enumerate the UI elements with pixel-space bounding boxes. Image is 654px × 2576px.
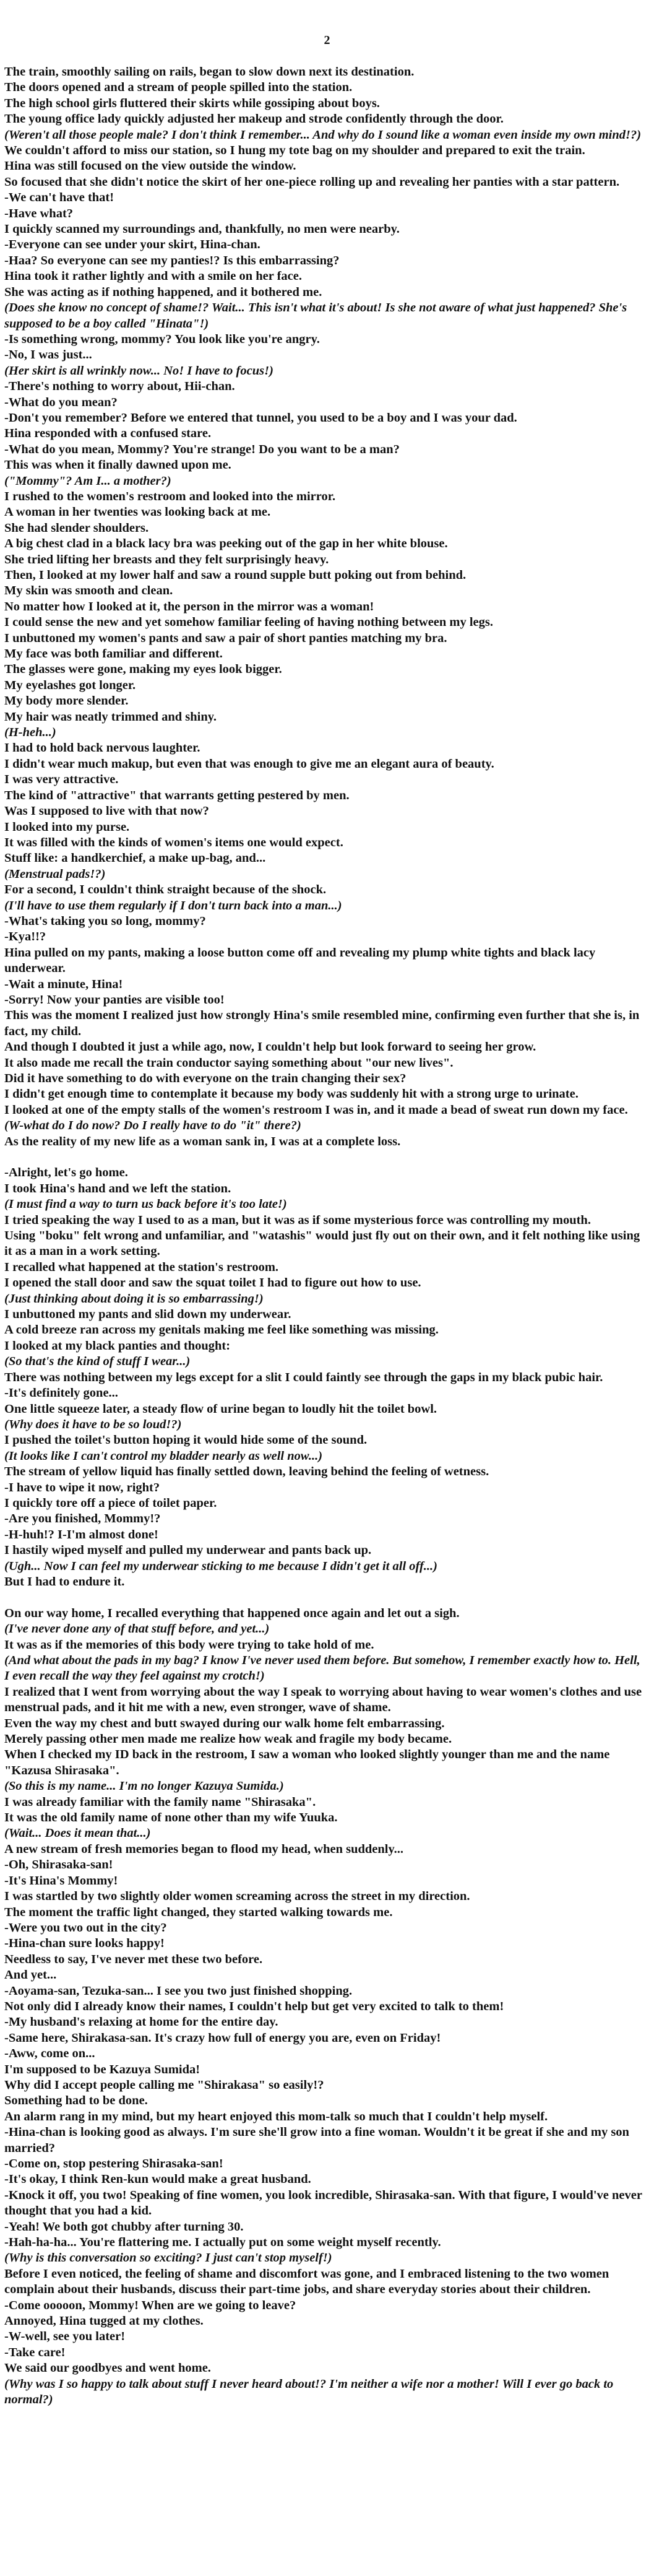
inner-thought-line: ("Mommy"? Am I... a mother?): [4, 474, 171, 488]
story-line: The glasses were gone, making my eyes look bigger.: [4, 662, 282, 677]
story-line: -Sorry! Now your panties are visible too!: [4, 992, 225, 1007]
story-line: -Kya!!?: [4, 930, 46, 944]
story-line: We said our goodbyes and went home.: [4, 2361, 211, 2375]
story-line: Stuff like: a handkerchief, a make up-bag, and...: [4, 851, 266, 865]
story-line: -What do you mean, Mommy? You're strange! Do you want to be a man?: [4, 442, 400, 456]
story-line: -I have to wipe it now, right?: [4, 1480, 160, 1494]
blank-line: [4, 1150, 648, 1165]
inner-thought-line: (It looks like I can't control my bladder nearly as well now...): [4, 1449, 323, 1463]
story-line: I didn't get enough time to contemplate it because my body was suddenly hit with a strong urge to urinate.: [4, 1087, 579, 1101]
story-line: -W-well, see you later!: [4, 2330, 126, 2344]
story-line: I quickly scanned my surroundings and, thankfully, no men were nearby.: [4, 222, 400, 236]
story-line: And yet...: [4, 1968, 57, 1982]
story-line: -Haa? So everyone can see my panties!? Is this embarrassing?: [4, 253, 340, 267]
story-line: My hair was neatly trimmed and shiny.: [4, 709, 217, 724]
story-line: I was startled by two slightly older women screaming across the street in my direction.: [4, 1889, 470, 1904]
story-line: She tried lifting her breasts and they felt surprisingly heavy.: [4, 552, 329, 566]
story-line: The kind of "attractive" that warrants getting pestered by men.: [4, 788, 350, 802]
story-line: I could sense the new and yet somehow familiar feeling of having nothing between my legs.: [4, 615, 494, 630]
story-line: It was the old family name of none other than my wife Yuuka.: [4, 1811, 338, 1825]
story-line: It was filled with the kinds of women's items one would expect.: [4, 835, 343, 849]
story-line: The train, smoothly sailing on rails, began to slow down next its destination.: [4, 65, 415, 79]
story-line: I opened the stall door and saw the squat toilet I had to figure out how to use.: [4, 1276, 421, 1290]
story-line: I looked at my black panties and thought:: [4, 1338, 231, 1353]
inner-thought-line: (I've never done any of that stuff before, and yet...): [4, 1622, 270, 1636]
story-line: -Aww, come on...: [4, 2047, 95, 2061]
story-line: Annoyed, Hina tugged at my clothes.: [4, 2314, 204, 2328]
inner-thought-line: (I must find a way to turn us back before it's too late!): [4, 1197, 287, 1212]
story-line: Merely passing other men made me realize how weak and fragile my body became.: [4, 1732, 452, 1746]
inner-thought-line: (Why does it have to be so loud!?): [4, 1417, 182, 1431]
story-line: I was already familiar with the family name "Shirasaka".: [4, 1795, 316, 1809]
story-line: An alarm rang in my mind, but my heart enjoyed this mom-talk so much that I couldn't help myself.: [4, 2109, 548, 2123]
story-line: It also made me recall the train conductor saying something about "our new lives".: [4, 1056, 454, 1070]
story-line: As the reality of my new life as a woman sank in, I was at a complete loss.: [4, 1134, 401, 1148]
story-line: -Same here, Shirakasa-san. It's crazy how full of energy you are, even on Friday!: [4, 2031, 441, 2045]
story-line: A new stream of fresh memories began to flood my head, when suddenly...: [4, 1842, 403, 1856]
story-line: I'm supposed to be Kazuya Sumida!: [4, 2062, 200, 2076]
story-line: For a second, I couldn't think straight because of the shock.: [4, 883, 327, 897]
inner-thought-line: (I'll have to use them regularly if I don't turn back into a man...): [4, 898, 342, 913]
story-line: I recalled what happened at the station's restroom.: [4, 1260, 279, 1274]
story-line: The high school girls fluttered their skirts while gossiping about boys.: [4, 96, 380, 110]
story-line: -It's definitely gone...: [4, 1386, 118, 1400]
story-line: -No, I was just...: [4, 348, 92, 362]
story-line: The young office lady quickly adjusted her makeup and strode confidently through the door.: [4, 112, 504, 126]
story-line: I rushed to the women's restroom and looked into the mirror.: [4, 489, 336, 503]
story-line: I unbuttoned my pants and slid down my underwear.: [4, 1308, 291, 1322]
inner-thought-line: (So this is my name... I'm no longer Kazuya Sumida.): [4, 1779, 284, 1793]
story-line: I quickly tore off a piece of toilet paper.: [4, 1496, 217, 1510]
story-line: I didn't wear much makup, but even that was enough to give me an elegant aura of beauty.: [4, 757, 494, 771]
story-line: The doors opened and a stream of people spilled into the station.: [4, 80, 353, 95]
story-line: Then, I looked at my lower half and saw a round supple butt poking out from behind.: [4, 568, 467, 582]
story-line: -My husband's relaxing at home for the entire day.: [4, 2015, 278, 2029]
story-line: -What's taking you so long, mommy?: [4, 914, 206, 928]
story-line: We couldn't afford to miss our station, so I hung my tote bag on my shoulder and prepared to exit the train.: [4, 144, 585, 158]
story-line: I realized that I went from worrying about the way I speak to worrying about having to wear women's clothes and use menstrual pads, and it hit me with a new, even stronger, wave of shame.: [4, 1685, 642, 1715]
story-line: -Wait a minute, Hina!: [4, 977, 123, 991]
story-line: -Are you finished, Mommy!?: [4, 1512, 161, 1526]
story-line: So focused that she didn't notice the skirt of her one-piece rolling up and revealing her panties with a star pattern.: [4, 175, 620, 189]
story-line: -Oh, Shirasaka-san!: [4, 1858, 113, 1872]
story-line: -Come on, stop pestering Shirasaka-san!: [4, 2157, 223, 2171]
story-line: But I had to endure it.: [4, 1574, 125, 1589]
story-line: -Take care!: [4, 2345, 66, 2359]
story-line: -Hina-chan is looking good as always. I'm sure she'll grow into a fine woman. Wouldn't it be great if she and my son married?: [4, 2125, 629, 2155]
story-line: One little squeeze later, a steady flow of urine began to loudly hit the toilet bowl.: [4, 1402, 437, 1416]
story-line: -Hah-ha-ha... You're flattering me. I actually put on some weight myself recently.: [4, 2236, 441, 2250]
story-line: A woman in her twenties was looking back at me.: [4, 505, 271, 519]
inner-thought-line: (Why was I so happy to talk about stuff I never heard about!? I'm neither a wife nor a mother! Will I ever go back to normal?): [4, 2377, 614, 2407]
inner-thought-line: (And what about the pads in my bag? I know I've never used them before. But somehow, I remember exactly how to. Hell, I even recall the way they feel against my crotch!): [4, 1654, 640, 1683]
story-line: Did it have something to do with everyone on the train changing their sex?: [4, 1072, 407, 1085]
inner-thought-line: (Just thinking about doing it is so embarrassing!): [4, 1291, 264, 1306]
inner-thought-line: (Wait... Does it mean that...): [4, 1826, 151, 1841]
story-line: Something had to be done.: [4, 2094, 148, 2108]
story-line: She was acting as if nothing happened, and it bothered me.: [4, 285, 322, 299]
story-line: I was very attractive.: [4, 773, 119, 787]
story-line: I looked at one of the empty stalls of the women's restroom I was in, and it made a bead of sweat run down my face.: [4, 1103, 628, 1117]
story-line: -Have what?: [4, 206, 74, 220]
story-line: My skin was smooth and clean.: [4, 584, 173, 598]
story-text: [4, 64, 648, 2408]
story-line: -Alright, let's go home.: [4, 1166, 128, 1180]
inner-thought-line: (Ugh... Now I can feel my underwear sticking to me because I didn't get it all off...): [4, 1559, 438, 1573]
story-line: -What do you mean?: [4, 395, 118, 409]
story-line: Was I supposed to live with that now?: [4, 804, 209, 818]
story-line: Needless to say, I've never met these two before.: [4, 1952, 263, 1966]
story-line: I took Hina's hand and we left the station.: [4, 1181, 231, 1195]
story-line: Hina pulled on my pants, making a loose button come off and revealing my plump white tights and black lacy underwear.: [4, 945, 596, 976]
story-line: A cold breeze ran across my genitals making me feel like something was missing.: [4, 1323, 439, 1337]
story-line: This was the moment I realized just how strongly Hina's smile resembled mine, confirming even further that she is, in fact, my child.: [4, 1008, 640, 1038]
inner-thought-line: (Her skirt is all wrinkly now... No! I have to focus!): [4, 363, 273, 378]
story-line: -Were you two out in the city?: [4, 1920, 167, 1935]
story-line: -It's okay, I think Ren-kun would make a great husband.: [4, 2172, 311, 2187]
story-line: I pushed the toilet's button hoping it would hide some of the sound.: [4, 1433, 368, 1447]
story-line: -Hina-chan sure looks happy!: [4, 1936, 165, 1951]
blank-line: [4, 1590, 648, 1605]
story-line: My eyelashes got longer.: [4, 678, 136, 692]
inner-thought-line: (Does she know no concept of shame!? Wait... This isn't what it's about! Is she not aware of what just happened? She's supposed to be a boy called "Hinata"!): [4, 301, 627, 331]
story-line: And though I doubted it just a while ago, now, I couldn't help but look forward to seeing her grow.: [4, 1040, 536, 1054]
story-line: On our way home, I recalled everything that happened once again and let out a sigh.: [4, 1606, 460, 1620]
story-line: -Everyone can see under your skirt, Hina-chan.: [4, 238, 260, 252]
story-line: My body more slender.: [4, 694, 129, 708]
story-line: When I checked my ID back in the restroom, I saw a woman who looked slightly younger than me and the name "Kazusa Shirasaka".: [4, 1748, 610, 1777]
story-line: I unbuttoned my women's pants and saw a pair of short panties matching my bra.: [4, 631, 447, 645]
story-line: She had slender shoulders.: [4, 521, 149, 535]
inner-thought-line: (Weren't all those people male? I don't think I remember... And why do I sound like a woman even inside my own mind!?): [4, 128, 642, 142]
inner-thought-line: (W-what do I do now? Do I really have to do "it" there?): [4, 1119, 301, 1133]
story-line: -We can't have that!: [4, 191, 114, 205]
story-line: It was as if the memories of this body were trying to take hold of me.: [4, 1637, 374, 1652]
story-line: -Don't you remember? Before we entered that tunnel, you used to be a boy and I was your dad.: [4, 410, 517, 425]
story-line: I had to hold back nervous laughter.: [4, 741, 200, 755]
inner-thought-line: (So that's the kind of stuff I wear...): [4, 1355, 191, 1369]
story-line: Not only did I already know their names, I couldn't help but get very excited to talk to them!: [4, 1999, 504, 2013]
page-number: 2: [324, 33, 330, 47]
story-line: Hina responded with a confused stare.: [4, 427, 212, 441]
story-line: I looked into my purse.: [4, 820, 130, 834]
story-line: -Yeah! We both got chubby after turning 30.: [4, 2219, 244, 2234]
story-line: Using "boku" felt wrong and unfamiliar, and "watashis" would just fly out on their own, and it felt nothing like using it as a man in a work setting.: [4, 1229, 640, 1259]
story-line: Even the way my chest and butt swayed during our walk home felt embarrassing.: [4, 1716, 445, 1730]
story-line: -Aoyama-san, Tezuka-san... I see you two just finished shopping.: [4, 1984, 353, 1998]
story-line: There was nothing between my legs except for a slit I could faintly see through the gaps in my black pubic hair.: [4, 1370, 603, 1384]
story-line: Before I even noticed, the feeling of shame and discomfort was gone, and I embraced listening to the two women complain about their husbands, discuss their part-time jobs, and share everyday stories about their children.: [4, 2266, 609, 2297]
story-line: My face was both familiar and different.: [4, 647, 223, 661]
story-line: The stream of yellow liquid has finally settled down, leaving behind the feeling of wetness.: [4, 1465, 489, 1479]
story-line: -H-huh!? I-I'm almost done!: [4, 1527, 158, 1542]
story-line: -There's nothing to worry about, Hii-chan.: [4, 379, 235, 394]
story-line: Why did I accept people calling me "Shirakasa" so easily!?: [4, 2078, 324, 2092]
story-line: I hastily wiped myself and pulled my underwear and pants back up.: [4, 1543, 372, 1558]
story-line: I tried speaking the way I used to as a man, but it was as if some mysterious force was controlling my mouth.: [4, 1213, 591, 1227]
story-line: -Come ooooon, Mommy! When are we going to leave?: [4, 2298, 296, 2312]
story-line: Hina was still focused on the view outside the window.: [4, 159, 296, 173]
story-line: This was when it finally dawned upon me.: [4, 458, 231, 472]
story-line: -Knock it off, you two! Speaking of fine women, you look incredible, Shirasaka-san. With that figure, I would've never thought that you had a kid.: [4, 2188, 642, 2218]
story-line: A big chest clad in a black lacy bra was peeking out of the gap in her white blouse.: [4, 537, 448, 551]
story-line: -It's Hina's Mommy!: [4, 1873, 118, 1888]
story-line: Hina took it rather lightly and with a smile on her face.: [4, 269, 302, 284]
story-line: -Is something wrong, mommy? You look like you're angry.: [4, 332, 320, 346]
inner-thought-line: (Menstrual pads!?): [4, 867, 106, 881]
story-line: The moment the traffic light changed, they started walking towards me.: [4, 1905, 393, 1919]
inner-thought-line: (Why is this conversation so exciting? I just can't stop myself!): [4, 2251, 332, 2265]
story-line: No matter how I looked at it, the person in the mirror was a woman!: [4, 599, 374, 614]
inner-thought-line: (H-heh...): [4, 726, 56, 740]
